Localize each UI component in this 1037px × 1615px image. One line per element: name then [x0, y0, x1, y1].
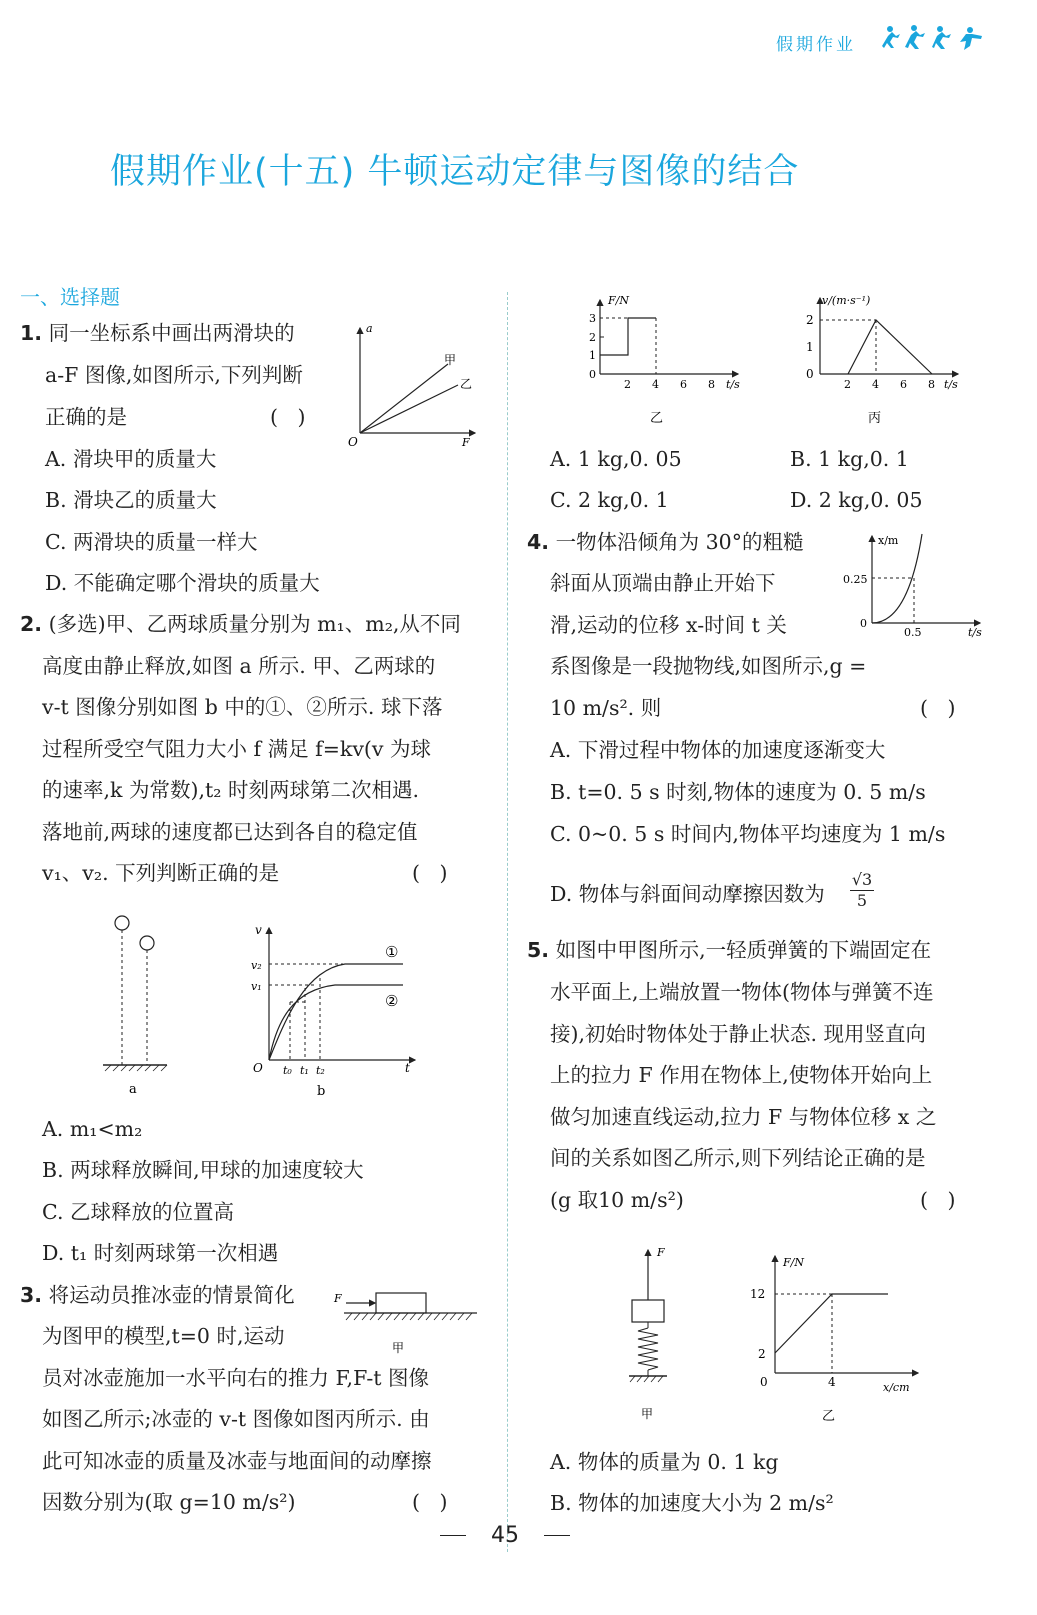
q4-option-d: D. 物体与斜面间动摩擦因数为: [550, 882, 825, 906]
q1-answer-paren: ( ): [270, 405, 306, 429]
q3-text-1: 将运动员推冰壶的情景简化: [48, 1283, 295, 1307]
q2-fig-b-t1: t₁: [300, 1064, 309, 1077]
q5-figure-yi: [740, 1248, 930, 1433]
q5-text-3: 接),初始时物体处于静止状态. 现用竖直向: [550, 1022, 927, 1046]
q5-text-5: 做匀加速直线运动,拉力 F 与物体位移 x 之: [550, 1105, 937, 1129]
q2-text-6: 落地前,两球的速度都已达到各自的稳定值: [42, 820, 418, 844]
q2-fig-b-xlabel: t: [405, 1061, 410, 1075]
q3-fig-bing-ytick-2: 2: [806, 313, 814, 327]
q5-option-a: A. 物体的质量为 0. 1 kg: [550, 1450, 779, 1474]
q1-fig-line-yi: 乙: [460, 377, 473, 391]
q3-fig-bing-xlabel: t/s: [944, 378, 958, 391]
q3-fig-bing-ytick-0: 0: [806, 367, 814, 381]
column-divider: [507, 292, 508, 1552]
q2-fig-b-curve1-label: ①: [385, 943, 399, 961]
q3-fig-bing-caption: 丙: [868, 411, 882, 426]
q4-fraction-numerator: √3: [851, 870, 873, 889]
q5-fig-yi-ylabel: F/N: [783, 1256, 804, 1269]
q5-fig-yi-xtick-4: 4: [828, 1375, 836, 1389]
q1-text-3: 正确的是: [45, 405, 127, 429]
q4-fig-xlabel: t/s: [968, 626, 982, 639]
q1-fig-origin: O: [348, 435, 358, 449]
q2-fig-b-origin: O: [253, 1061, 263, 1075]
q1-option-a: A. 滑块甲的质量大: [45, 447, 217, 471]
q4-fraction: [850, 870, 874, 911]
q2-line-1: [20, 603, 461, 645]
q2-figure-b: [245, 920, 425, 1100]
q3-fig-bing-xtick-4: 4: [872, 378, 879, 391]
q1-fig-ylabel: a: [366, 322, 373, 335]
q2-fig-b-curve2-label: ②: [385, 992, 399, 1010]
q2-fig-b-t2: t₂: [316, 1064, 325, 1077]
q4-line-1: [527, 521, 803, 563]
q5-fig-yi-origin: 0: [760, 1375, 768, 1389]
q5-fig-jia-F: F: [657, 1246, 665, 1259]
q4-fig-xtick: 0.5: [904, 626, 922, 639]
q4-answer-paren: ( ): [920, 696, 956, 720]
q5-text-4: 上的拉力 F 作用在物体上,使物体开始向上: [550, 1063, 933, 1087]
q3-text-6: 因数分别为(取 g=10 m/s²): [42, 1490, 296, 1514]
q5-text-6: 间的关系如图乙所示,则下列结论正确的是: [550, 1146, 926, 1170]
page-title: 假期作业(十五) 牛顿运动定律与图像的结合: [110, 152, 800, 192]
q5-text-2: 水平面上,上端放置一物体(物体与弹簧不连: [550, 980, 934, 1004]
q3-figure-yi: [580, 290, 750, 430]
q1-option-b: B. 滑块乙的质量大: [45, 488, 217, 512]
q2-option-b: B. 两球释放瞬间,甲球的加速度较大: [42, 1158, 364, 1182]
q2-option-c: C. 乙球释放的位置高: [42, 1200, 234, 1224]
q2-option-d: D. t₁ 时刻两球第一次相遇: [42, 1241, 279, 1265]
q3-option-c: C. 2 kg,0. 1: [550, 488, 669, 512]
q3-fig-jia-F: F: [334, 1292, 342, 1305]
q2-text-4: 过程所受空气阻力大小 f 满足 f=kv(v 为球: [42, 737, 431, 761]
q1-option-c: C. 两滑块的质量一样大: [45, 530, 258, 554]
q1-text-1: 同一坐标系中画出两滑块的: [48, 321, 295, 345]
q5-number: 5.: [527, 938, 550, 962]
q5-fig-jia-caption: 甲: [641, 1407, 654, 1421]
q2-text-2: 高度由静止释放,如图 a 所示. 甲、乙两球的: [42, 654, 436, 678]
q4-fig-origin: 0: [860, 617, 867, 630]
q5-line-1: [527, 929, 931, 971]
q3-option-b: B. 1 kg,0. 1: [790, 447, 909, 471]
q3-figure-jia: [332, 1282, 482, 1362]
q3-text-4: 如图乙所示;冰壶的 v-t 图像如图丙所示. 由: [42, 1407, 430, 1431]
runners-logo-icon: [878, 20, 990, 56]
q4-number: 4.: [527, 530, 550, 554]
q1-figure: [340, 318, 485, 453]
page-footer: [440, 1523, 570, 1548]
q1-option-d: D. 不能确定哪个滑块的质量大: [45, 571, 320, 595]
q4-figure: [840, 528, 990, 643]
q2-text-5: 的速率,k 为常数),t₂ 时刻两球第二次相遇.: [42, 778, 419, 802]
q1-number: 1.: [20, 321, 43, 345]
q2-text-1: (多选)甲、乙两球质量分别为 m₁、m₂,从不同: [48, 612, 461, 636]
q2-fig-a-caption: a: [129, 1082, 137, 1097]
q5-fig-yi-ytick-12: 12: [750, 1287, 766, 1301]
q3-option-a: A. 1 kg,0. 05: [550, 447, 682, 471]
q3-fig-yi-ytick-1: 1: [589, 349, 596, 362]
q3-fig-yi-xtick-8: 8: [708, 378, 715, 391]
q4-fraction-denominator: 5: [856, 891, 868, 910]
q3-line-1: [20, 1274, 295, 1316]
header-label: 假期作业: [776, 35, 856, 55]
q3-text-5: 此可知冰壶的质量及冰壶与地面间的动摩擦: [42, 1449, 432, 1473]
q4-text-4: 系图像是一段抛物线,如图所示,g =: [550, 654, 867, 678]
q4-option-b: B. t=0. 5 s 时刻,物体的速度为 0. 5 m/s: [550, 780, 926, 804]
q3-fig-yi-ylabel: F/N: [608, 294, 629, 307]
q3-fig-bing-xtick-2: 2: [844, 378, 851, 391]
q3-fig-yi-ytick-3: 3: [589, 312, 596, 325]
section-heading: 一、选择题: [20, 285, 120, 309]
q3-fig-yi-ytick-0: 0: [589, 368, 596, 381]
q3-fig-bing-ylabel: v/(m·s⁻¹): [822, 294, 871, 307]
q3-fig-yi-xtick-2: 2: [624, 378, 631, 391]
q4-text-5: 10 m/s². 则: [550, 696, 662, 720]
q2-fig-b-v2: v₂: [251, 959, 262, 972]
q3-figure-bing: [800, 290, 970, 430]
q2-option-a: A. m₁<m₂: [42, 1117, 143, 1141]
q2-fig-b-v1: v₁: [251, 980, 262, 993]
q2-fig-b-caption: b: [317, 1084, 326, 1099]
footer-dash-left: [440, 1535, 466, 1536]
q5-fig-yi-xlabel: x/cm: [883, 1381, 910, 1394]
q5-fig-yi-caption: 乙: [822, 1409, 836, 1424]
q2-fig-b-ylabel: v: [255, 923, 262, 937]
q5-answer-paren: ( ): [920, 1188, 956, 1212]
q1-fig-xlabel: F: [462, 436, 470, 449]
q5-fig-yi-ytick-2: 2: [758, 1347, 766, 1361]
q4-fig-ytick: 0.25: [843, 573, 868, 586]
q3-text-3: 员对冰壶施加一水平向右的推力 F,F-t 图像: [42, 1366, 430, 1390]
q4-text-1: 一物体沿倾角为 30°的粗糙: [555, 530, 804, 554]
q2-number: 2.: [20, 612, 43, 636]
q1-line-1: [20, 312, 295, 354]
q5-text-1: 如图中甲图所示,一轻质弹簧的下端固定在: [555, 938, 932, 962]
page-number: 45: [491, 1523, 519, 1548]
q4-fig-ylabel: x/m: [878, 534, 899, 547]
q3-fig-yi-caption: 乙: [650, 411, 664, 426]
q1-text-2: a-F 图像,如图所示,下列判断: [45, 363, 303, 387]
q4-text-2: 斜面从顶端由静止开始下: [550, 571, 776, 595]
q3-fig-bing-ytick-1: 1: [806, 340, 814, 354]
q3-number: 3.: [20, 1283, 43, 1307]
q5-figure-jia: [615, 1240, 690, 1430]
q2-figure-a: [95, 905, 175, 1100]
footer-dash-right: [544, 1535, 570, 1536]
q2-answer-paren: ( ): [412, 861, 448, 885]
q3-fig-jia-caption: 甲: [392, 1341, 405, 1355]
q2-fig-b-t0: t₀: [283, 1064, 292, 1077]
q3-fig-yi-xtick-6: 6: [680, 378, 687, 391]
q3-fig-yi-xlabel: t/s: [726, 378, 740, 391]
q3-fig-yi-xtick-4: 4: [652, 378, 659, 391]
q3-answer-paren: ( ): [412, 1490, 448, 1514]
q5-text-7: (g 取10 m/s²): [550, 1188, 684, 1212]
q2-text-7: v₁、v₂. 下列判断正确的是: [42, 861, 280, 885]
q3-fig-bing-xtick-6: 6: [900, 378, 907, 391]
q2-text-3: v-t 图像分别如图 b 中的①、②所示. 球下落: [42, 695, 443, 719]
q3-fig-bing-xtick-8: 8: [928, 378, 935, 391]
q3-option-d: D. 2 kg,0. 05: [790, 488, 923, 512]
q4-option-a: A. 下滑过程中物体的加速度逐渐变大: [550, 738, 886, 762]
q1-fig-line-jia: 甲: [444, 353, 457, 367]
q3-fig-yi-ytick-2: 2: [589, 331, 596, 344]
q4-text-3: 滑,运动的位移 x-时间 t 关: [550, 613, 787, 637]
q4-option-c: C. 0~0. 5 s 时间内,物体平均速度为 1 m/s: [550, 822, 946, 846]
q5-option-b: B. 物体的加速度大小为 2 m/s²: [550, 1491, 834, 1515]
q3-text-2: 为图甲的模型,t=0 时,运动: [42, 1324, 285, 1348]
